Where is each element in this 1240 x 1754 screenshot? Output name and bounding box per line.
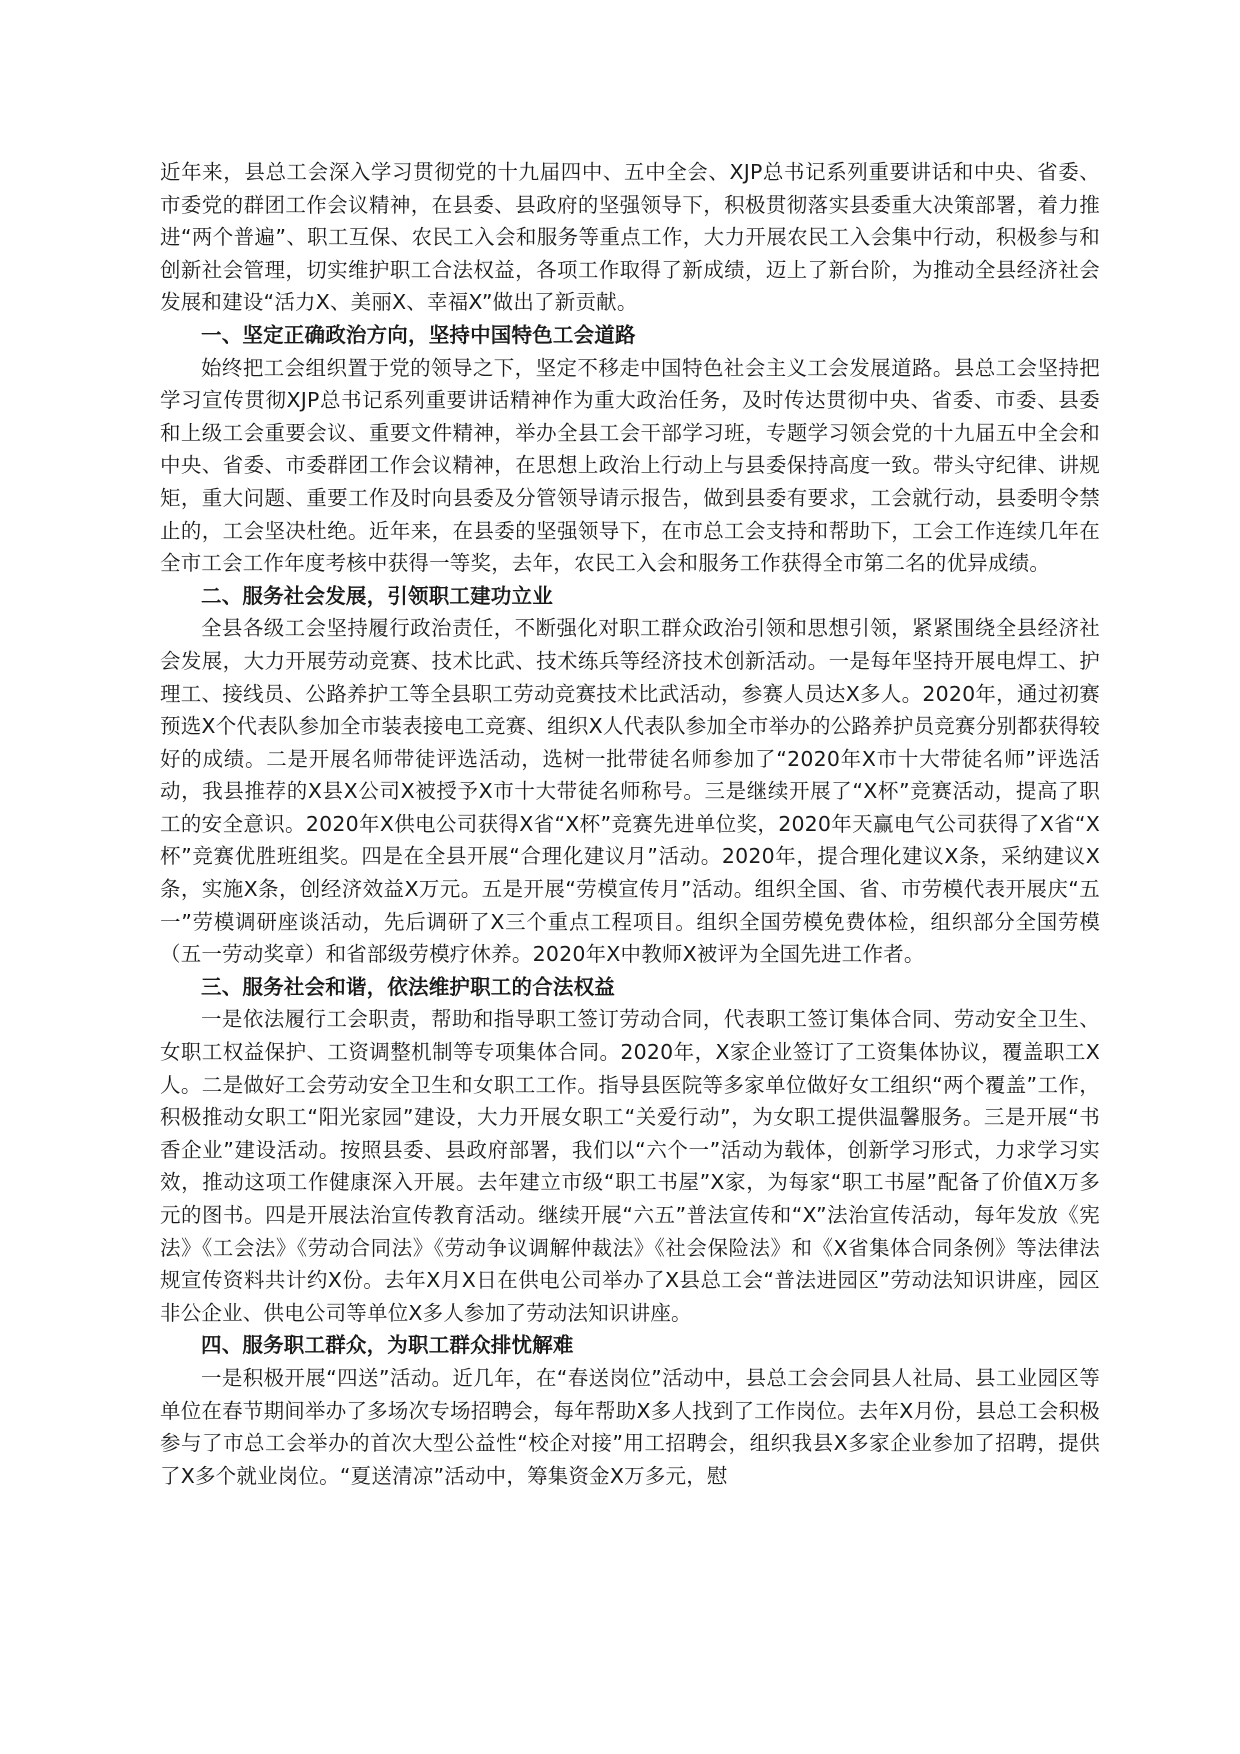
section-2-body: 全县各级工会坚持履行政治责任，不断强化对职工群众政治引领和思想引领，紧紧围绕全县经济社会发展，大力开展劳动竞赛、技术比武、技术练兵等经济技术创新活动。一是每年坚持开展电焊工、护理工、接线员、公路养护工等全县职工劳动竞赛技术比武活动，参赛人员达X多人。2020年，通过初赛预选X个代表队参加全市装表接电工竞赛、组织X人代表队参加全市举办的公路养护员竞赛分别都获得较好的成绩。二是开展名师带徒评选活动，选树一批带徒名师参加了“2020年X市十大带徒名师”评选活动，我县推荐的X县X公司X被授予X市十大带徒名师称号。三是继续开展了“X杯”竞赛活动，提高了职工的安全意识。2020年X供电公司获得X省“X杯”竞赛先进单位奖，2020年天赢电气公司获得了X省“X杯”竞赛优胜班组奖。四是在全县开展“合理化建议月”活动。2020年，提合理化建议X条，采纳建议X条，实施X条，创经济效益X万元。五是开展“劳模宣传月”活动。组织全国、省、市劳模代表开展庆“五一”劳模调研座谈活动，先后调研了X三个重点工程项目。组织全国劳模免费体检，组织部分全国劳模（五一劳动奖章）和省部级劳模疗休养。2020年X中教师X被评为全国先进工作者。 xyxy=(160,616,1100,967)
section-4-body: 一是积极开展“四送”活动。近几年，在“春送岗位”活动中，县总工会会同县人社局、县工业园区等单位在春节期间举办了多场次专场招聘会，每年帮助X多人找到了工作岗位。去年X月份，县总工会积极参与了市总工会举办的首次大型公益性“校企对接”用工招聘会，组织我县X多家企业参加了招聘，提供了X多个就业岗位。“夏送清凉”活动中，筹集资金X万多元，慰 xyxy=(160,1365,1100,1488)
section-1-body: 始终把工会组织置于党的领导之下，坚定不移走中国特色社会主义工会发展道路。县总工会坚持把学习宣传贯彻XJP总书记系列重要讲话精神作为重大政治任务，及时传达贯彻中央、省委、市委、县委和上级工会重要会议、重要文件精神，举办全县工会干部学习班，专题学习领会党的十九届五中全会和中央、省委、市委群团工作会议精神，在思想上政治上行动上与县委保持高度一致。带头守纪律、讲规矩，重大问题、重要工作及时向县委及分管领导请示报告，做到县委有要求，工会就行动，县委明令禁止的，工会坚决杜绝。近年来，在县委的坚强领导下，在市总工会支持和帮助下，工会工作连续几年在全市工会工作年度考核中获得一等奖，去年，农民工入会和服务工作获得全市第二名的优异成绩。 xyxy=(160,355,1100,576)
section-2-heading: 二、服务社会发展，引领职工建功立业 xyxy=(201,583,553,608)
section-3-body: 一是依法履行工会职责，帮助和指导职工签订劳动合同，代表职工签订集体合同、劳动安全卫生、女职工权益保护、工资调整机制等专项集体合同。2020年，X家企业签订了工资集体协议，覆盖职工X人。二是做好工会劳动安全卫生和女职工工作。指导县医院等多家单位做好女工组织“两个覆盖”工作，积极推动女职工“阳光家园”建设，大力开展女职工“关爱行动”，为女职工提供温馨服务。三是开展“书香企业”建设活动。按照县委、县政府部署，我们以“六个一”活动为载体，创新学习形式，力求学习实效，推动这项工作健康深入开展。去年建立市级“职工书屋”X家，为每家“职工书屋”配备了价值X万多元的图书。四是开展法治宣传教育活动。继续开展“六五”普法宣传和“X”法治宣传活动，每年发放《宪法》《工会法》《劳动合同法》《劳动争议调解仲裁法》《社会保险法》和《X省集体合同条例》等法律法规宣传资料共计约X份。去年X月X日在供电公司举办了X县总工会“普法进园区”劳动法知识讲座，园区非公企业、供电公司等单位X多人参加了劳动法知识讲座。 xyxy=(160,1007,1100,1325)
intro-paragraph: 近年来，县总工会深入学习贯彻党的十九届四中、五中全会、XJP总书记系列重要讲话和中央、省委、市委党的群团工作会议精神，在县委、县政府的坚强领导下，积极贯彻落实县委重大决策部署，着力推进“两个普遍”、职工互保、农民工入会和服务等重点工作，大力开展农民工入会集中行动，积极参与和创新社会管理，切实维护职工合法权益，各项工作取得了新成绩，迈上了新台阶，为推动全县经济社会发展和建设“活力X、美丽X、幸福X”做出了新贡献。 xyxy=(160,160,1100,315)
section-3-heading: 三、服务社会和谐，依法维护职工的合法权益 xyxy=(201,974,615,999)
document-page xyxy=(160,156,1100,1492)
section-1-heading: 一、坚定正确政治方向，坚持中国特色工会道路 xyxy=(201,322,636,347)
section-4-heading: 四、服务职工群众，为职工群众排忧解难 xyxy=(201,1333,574,1358)
